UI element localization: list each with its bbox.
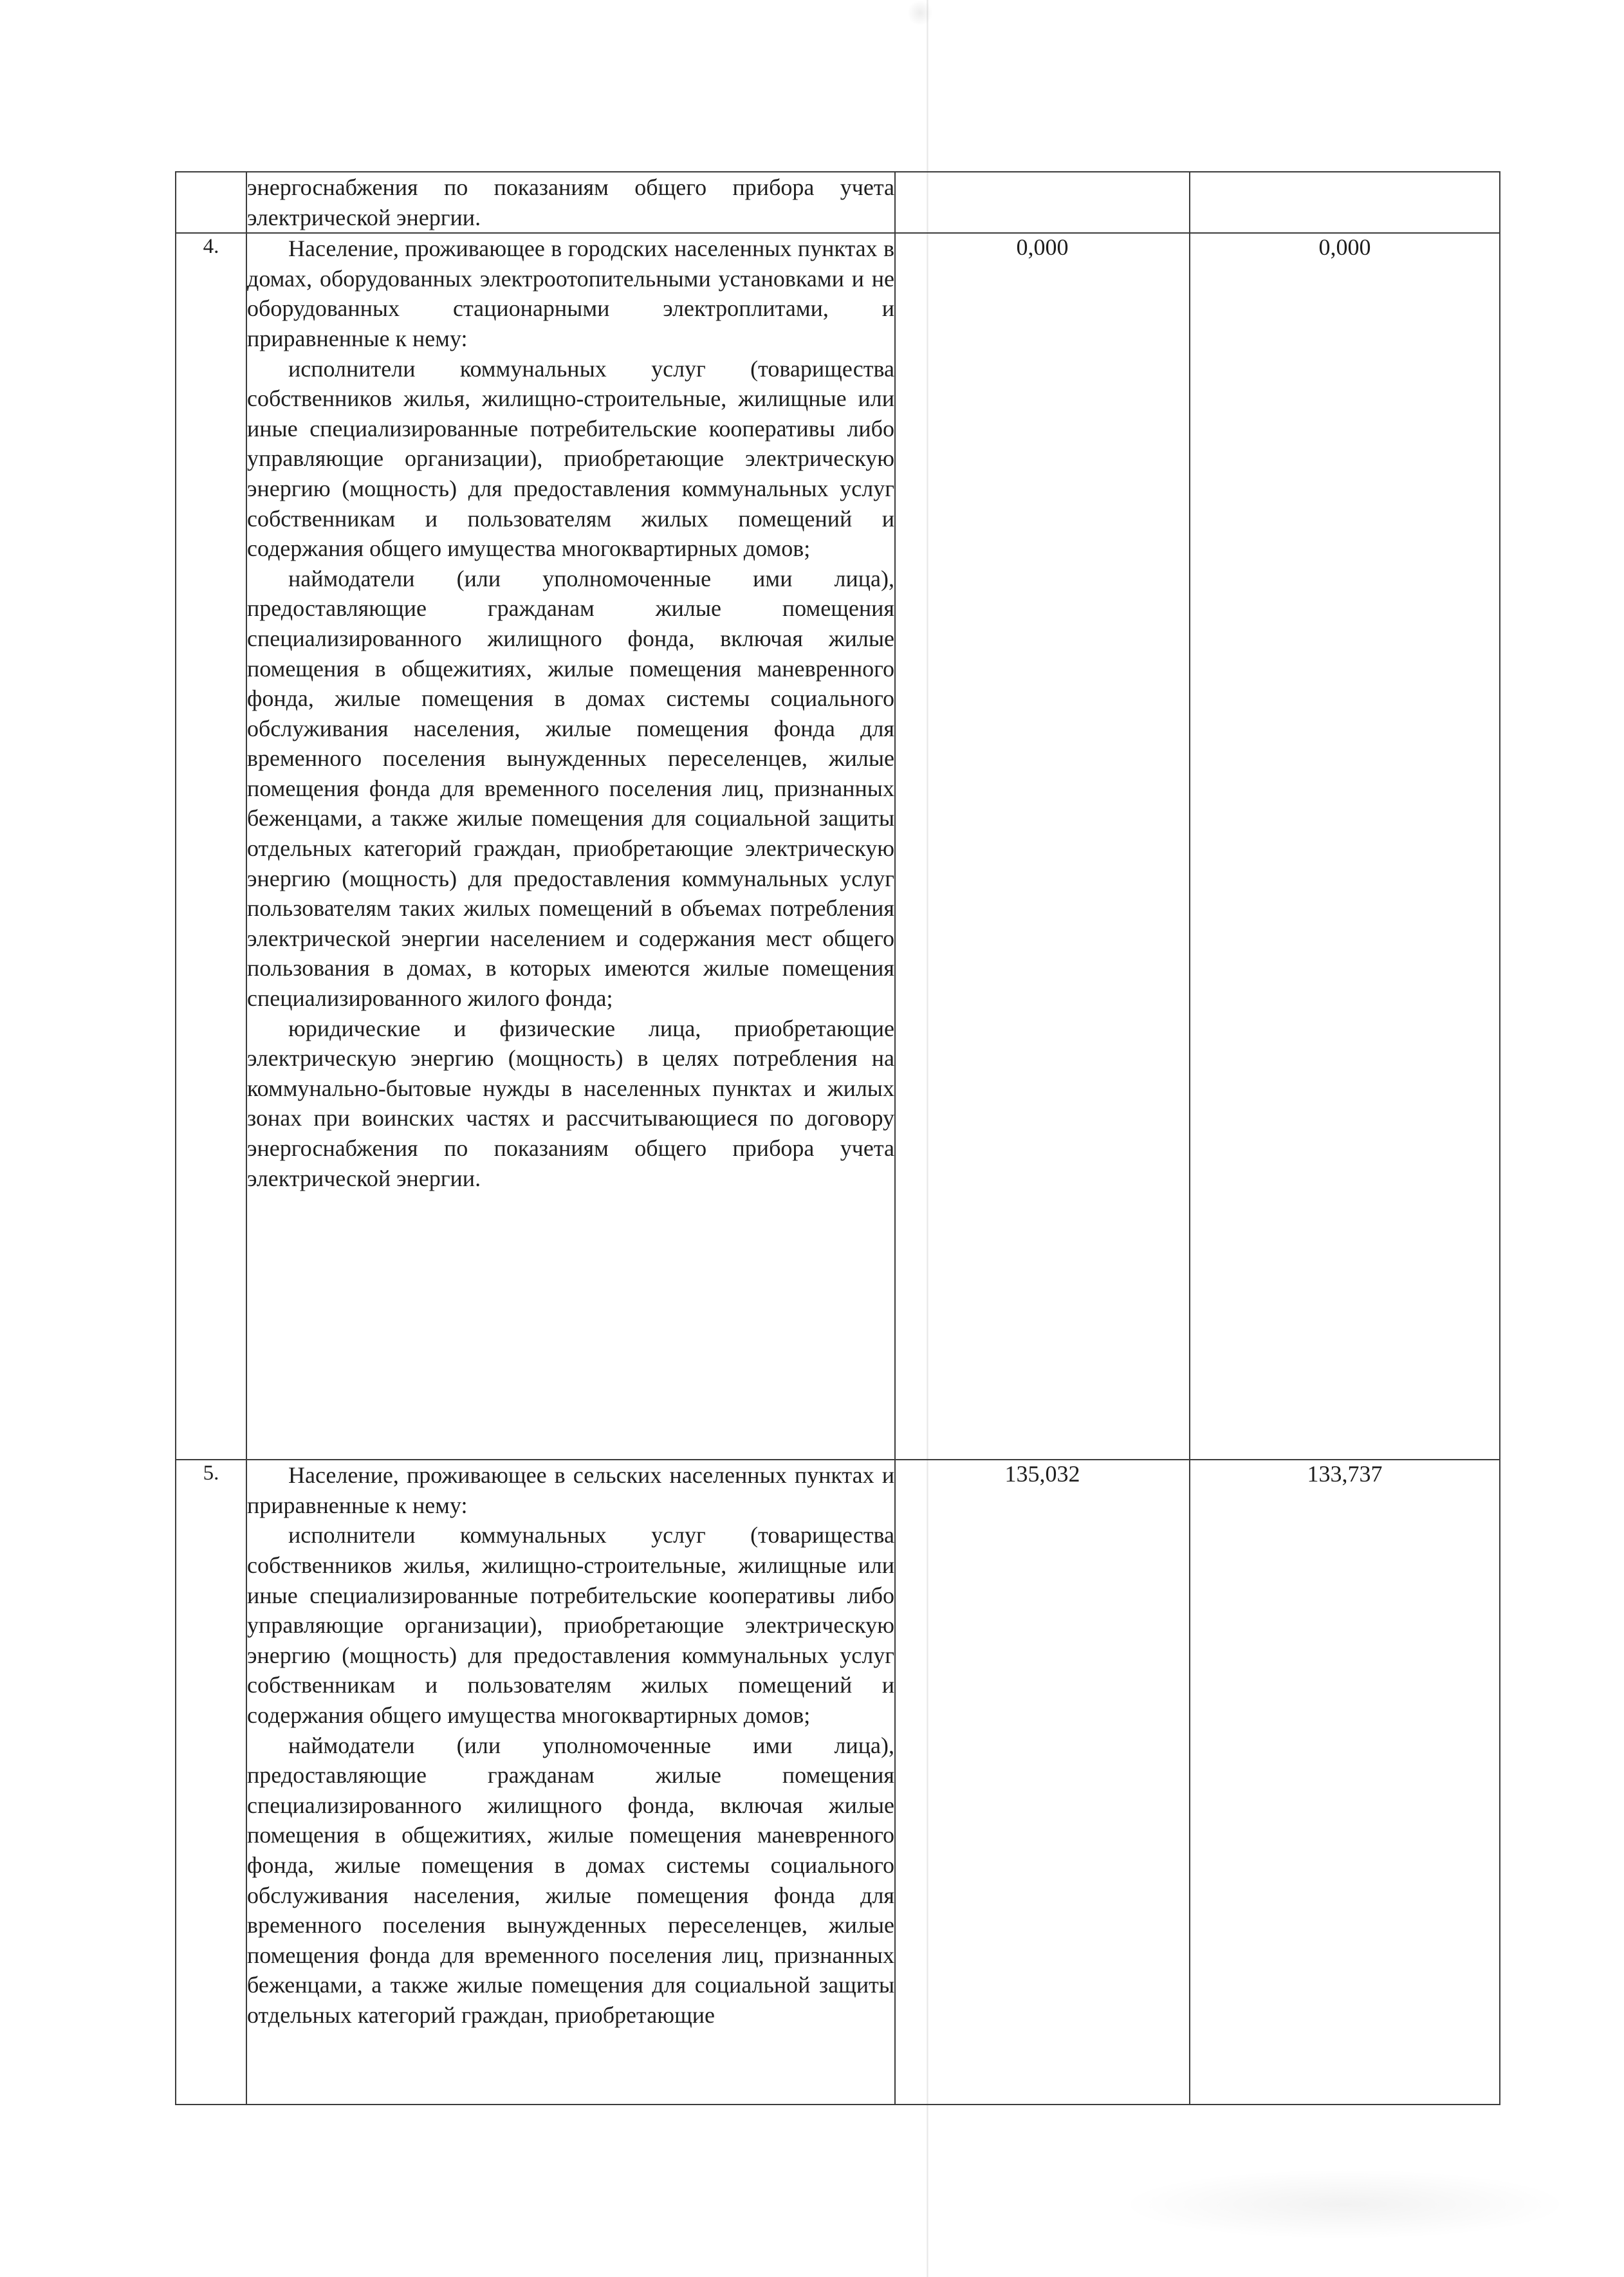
tariff-table <box>175 171 1500 2105</box>
table-row <box>176 1460 1500 2105</box>
row-number <box>176 172 246 233</box>
tariff-value-2 <box>1190 172 1500 233</box>
description-paragraph: юридические и физические лица, приобретающие электрическую энергию (мощность) в целях потребления на коммунально-бытовые нужды в населенных пунктах и жилых зонах при воинских частях и рассчитывающиеся по договору энергоснабжения по показаниям общего прибора учета электрической энергии. <box>247 1015 894 1191</box>
row-number: 5. <box>176 1460 246 2105</box>
description-paragraph: энергоснабжения по показаниям общего прибора учета электрической энергии. <box>247 174 894 230</box>
table-row <box>176 172 1500 233</box>
tariff-value-2: 0,000 <box>1190 233 1500 1460</box>
description-paragraph: исполнители коммунальных услуг (товарищества собственников жилья, жилищно-строительные, жилищные или иные специализированные потребительские кооперативы либо управляющие организации), приобретающие электрическую энергию (мощность) для предоставления коммунальных услуг собственникам и пользователям жилых помещений и содержания общего имущества многоквартирных домов; <box>247 355 894 562</box>
description-paragraph: наймодатели (или уполномоченные ими лица), предоставляющие гражданам жилые помещения специализированного жилищного фонда, включая жилые помещения в общежитиях, жилые помещения маневренного фонда, жилые помещения в домах системы социального обслуживания населения, жилые помещения фонда для временного поселения вынужденных переселенцев, жилые помещения фонда для временного поселения лиц, признанных беженцами, а также жилые помещения для социальной защиты отдельных категорий граждан, приобретающие электрическую энергию (мощность) для предоставления коммунальных услуг пользователям таких жилых помещений в объемах потребления электрической энергии населением и содержания мест общего пользования в домах, в которых имеются жилые помещения специализированного жилого фонда; <box>247 565 894 1012</box>
scan-fold-mark <box>907 0 933 26</box>
description-paragraph: Население, проживающее в сельских населенных пунктах и приравненные к нему: <box>247 1462 894 1518</box>
description-paragraph: исполнители коммунальных услуг (товарищества собственников жилья, жилищно-строительные, жилищные или иные специализированные потребительские кооперативы либо управляющие организации), приобретающие электрическую энергию (мощность) для предоставления коммунальных услуг собственникам и пользователям жилых помещений и содержания общего имущества многоквартирных домов; <box>247 1522 894 1728</box>
tariff-value-1: 135,032 <box>895 1460 1190 2105</box>
tariff-value-2: 133,737 <box>1190 1460 1500 2105</box>
row-description <box>246 233 895 1460</box>
row-description <box>246 172 895 233</box>
row-number: 4. <box>176 233 246 1460</box>
row-description <box>246 1460 895 2105</box>
description-paragraph: наймодатели (или уполномоченные ими лица), предоставляющие гражданам жилые помещения специализированного жилищного фонда, включая жилые помещения в общежитиях, жилые помещения маневренного фонда, жилые помещения в домах системы социального обслуживания населения, жилые помещения фонда для временного поселения вынужденных переселенцев, жилые помещения фонда для временного поселения лиц, признанных беженцами, а также жилые помещения для социальной защиты отдельных категорий граждан, приобретающие <box>247 1732 894 2028</box>
tariff-value-1 <box>895 172 1190 233</box>
scan-shade <box>1120 2169 1570 2240</box>
tariff-value-1: 0,000 <box>895 233 1190 1460</box>
table-row <box>176 233 1500 1460</box>
description-paragraph: Население, проживающее в городских населенных пунктах в домах, оборудованных электроотопительными установками и не оборудованных стационарными электроплитами, и приравненные к нему: <box>247 236 894 351</box>
